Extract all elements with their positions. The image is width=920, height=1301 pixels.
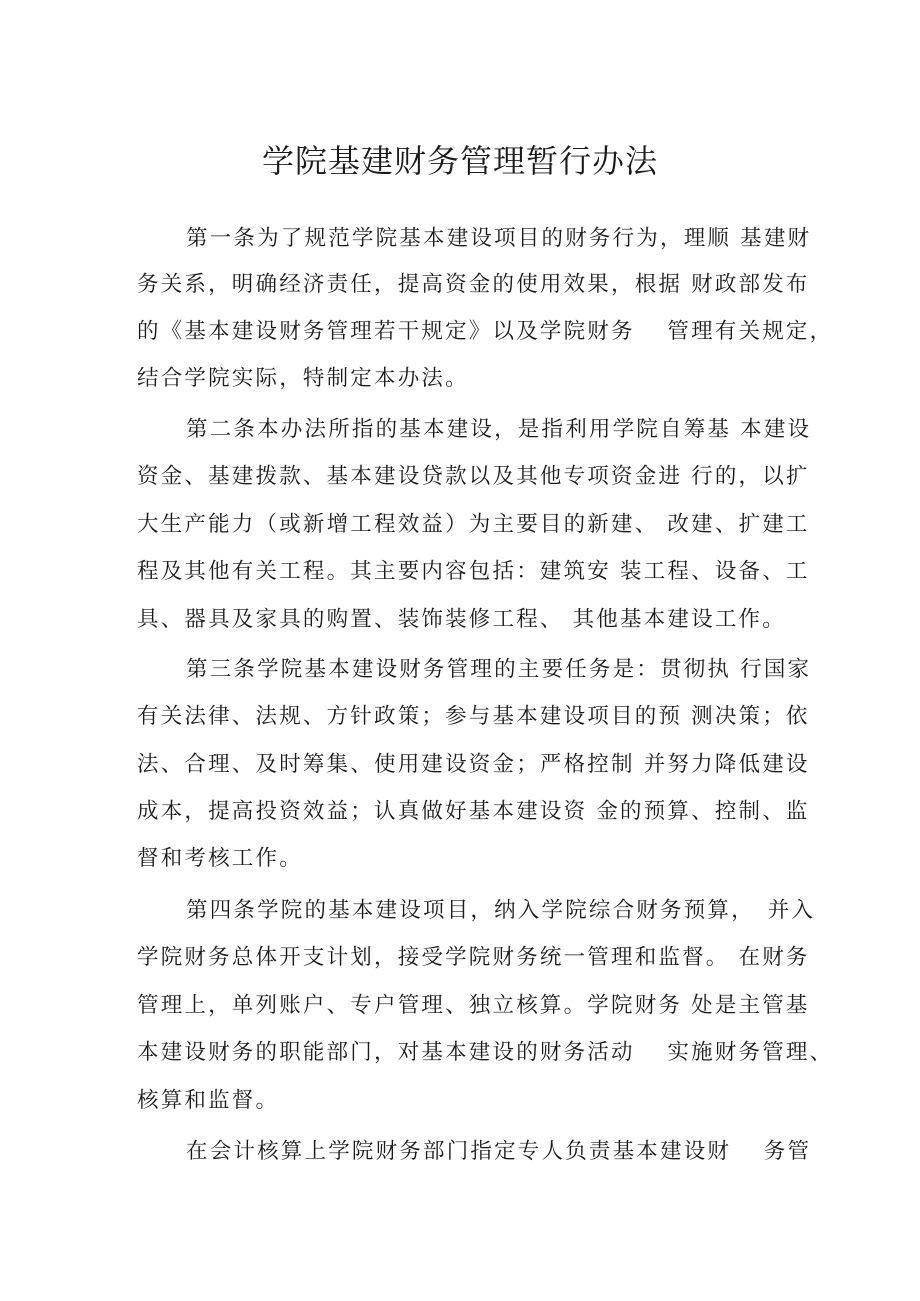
text-line: 成本，提高投资效益；认真做好基本建设资 金的预算、控制、监 (137, 799, 810, 824)
text-line: 核算和监督。 (137, 1088, 280, 1113)
text-line: 在会计核算上学院财务部门指定专人负责基本建设财 务管 (186, 1139, 812, 1164)
text-line: 资金、基建拨款、基本建设贷款以及其他专项资金进 行的，以扩 (137, 464, 810, 489)
text-line: 第三条学院基本建设财务管理的主要任务是：贯彻执 行国家 (186, 657, 812, 682)
text-line: 第四条学院的基本建设项目，纳入学院综合财务预算， 并入 (186, 898, 816, 923)
text-line: 务关系，明确经济责任，提高资金的使用效果，根据 财政部发布 (137, 272, 810, 297)
text-line: 大生产能力（或新增工程效益）为主要目的新建、 改建、扩建工 (137, 512, 810, 537)
text-line: 第二条本办法所指的基本建设，是指利用学院自筹基 本建设 (186, 417, 812, 442)
text-line: 程及其他有关工程。其主要内容包括：建筑安 装工程、设备、工 (137, 559, 810, 584)
text-line: 学院财务总体开支计划，接受学院财务统一管理和监督。 在财务 (137, 945, 810, 970)
text-line: 本建设财务的职能部门，对基本建设的财务活动 实施财务管理、 (137, 1040, 834, 1065)
text-line: 结合学院实际，特制定本办法。 (137, 366, 469, 391)
text-line: 第一条为了规范学院基本建设项目的财务行为，理顺 基建财 (186, 226, 812, 251)
text-line: 督和考核工作。 (137, 846, 303, 871)
text-line: 有关法律、法规、方针政策；参与基本建设项目的预 测决策；依 (137, 704, 810, 729)
document-title: 学院基建财务管理暂行办法 (261, 142, 658, 180)
text-line: 法、合理、及时筹集、使用建设资金；严格控制 并努力降低建设 (137, 752, 810, 777)
text-line: 的《基本建设财务管理若干规定》以及学院财务 管理有关规定， (137, 319, 834, 344)
text-line: 管理上，单列账户、专户管理、独立核算。学院财务 处是主管基 (137, 993, 810, 1018)
text-line: 具、器具及家具的购置、装饰装修工程、 其他基本建设工作。 (137, 607, 786, 632)
